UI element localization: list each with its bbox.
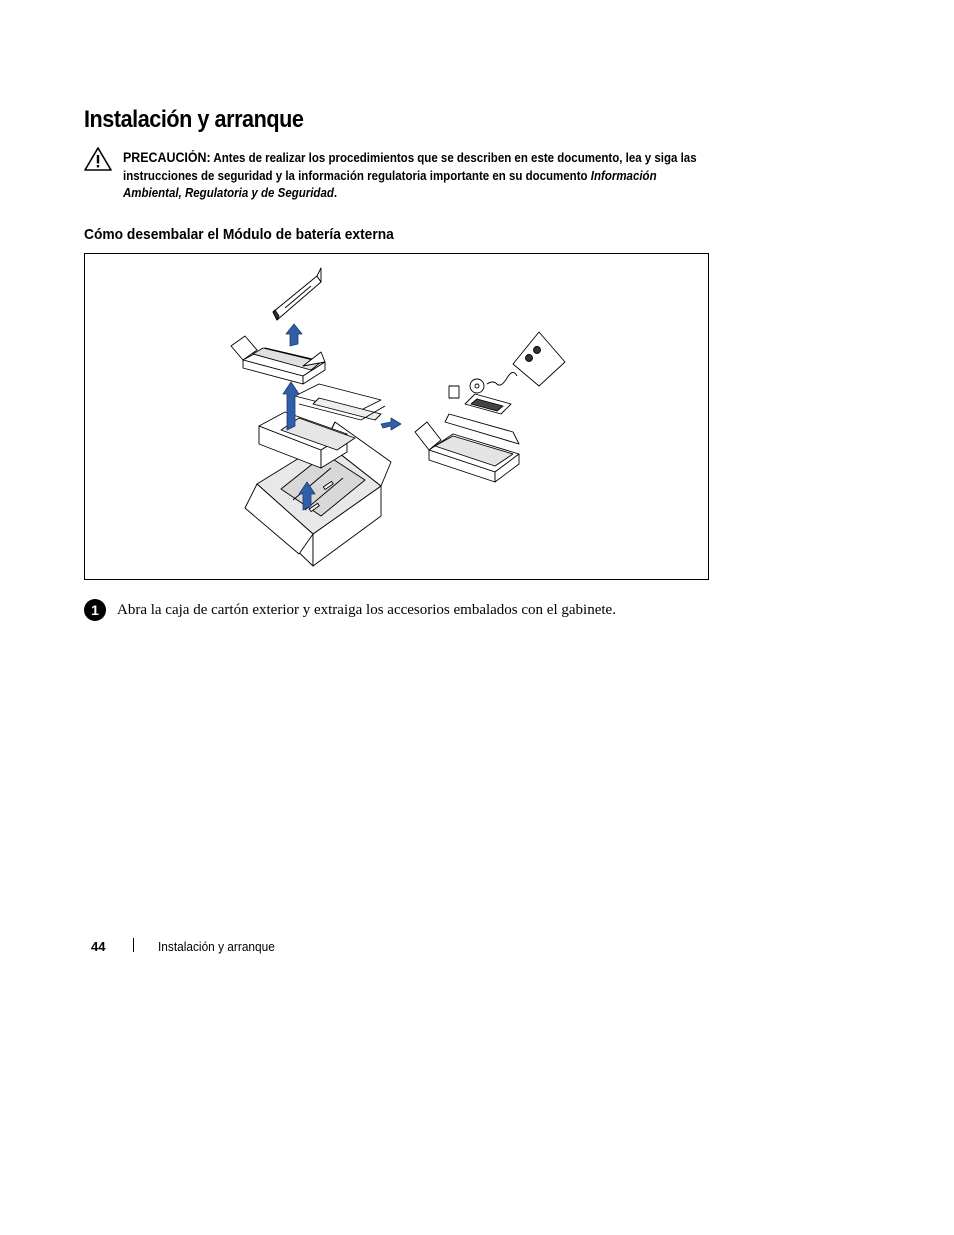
caution-doc-title: Información Ambiental, Regulatoria y de Seguridad — [123, 168, 657, 200]
rail-kit-icon — [295, 384, 385, 420]
unpacking-illustration-icon — [85, 254, 708, 579]
footer-section-label: Instalación y arranque — [158, 940, 275, 954]
caution-label: PRECAUCIÓN: — [123, 150, 211, 165]
caution-end: . — [333, 186, 338, 200]
footer-divider — [133, 938, 134, 952]
accessories-icon — [449, 332, 565, 414]
step-number-badge: 1 — [84, 599, 106, 621]
page-title: Instalación y arranque — [84, 106, 304, 133]
small-box-icon — [231, 336, 325, 384]
warning-icon — [84, 147, 112, 171]
unpacking-figure — [84, 253, 709, 580]
step-text: Abra la caja de cartón exterior y extraiga los accesorios embalados con el gabinete. — [117, 602, 616, 618]
section-heading: Cómo desembalar el Módulo de batería externa — [84, 226, 394, 243]
footer-page-number: 44 — [91, 939, 106, 954]
accessory-box-icon — [415, 414, 519, 482]
front-bezel-icon — [273, 268, 321, 320]
caution-notice — [123, 149, 712, 203]
caution-text: Antes de realizar los procedimientos que se describen en este documento, lea y siga las instrucciones de seguridad y la información regulatoria importante en su documento — [123, 151, 697, 183]
